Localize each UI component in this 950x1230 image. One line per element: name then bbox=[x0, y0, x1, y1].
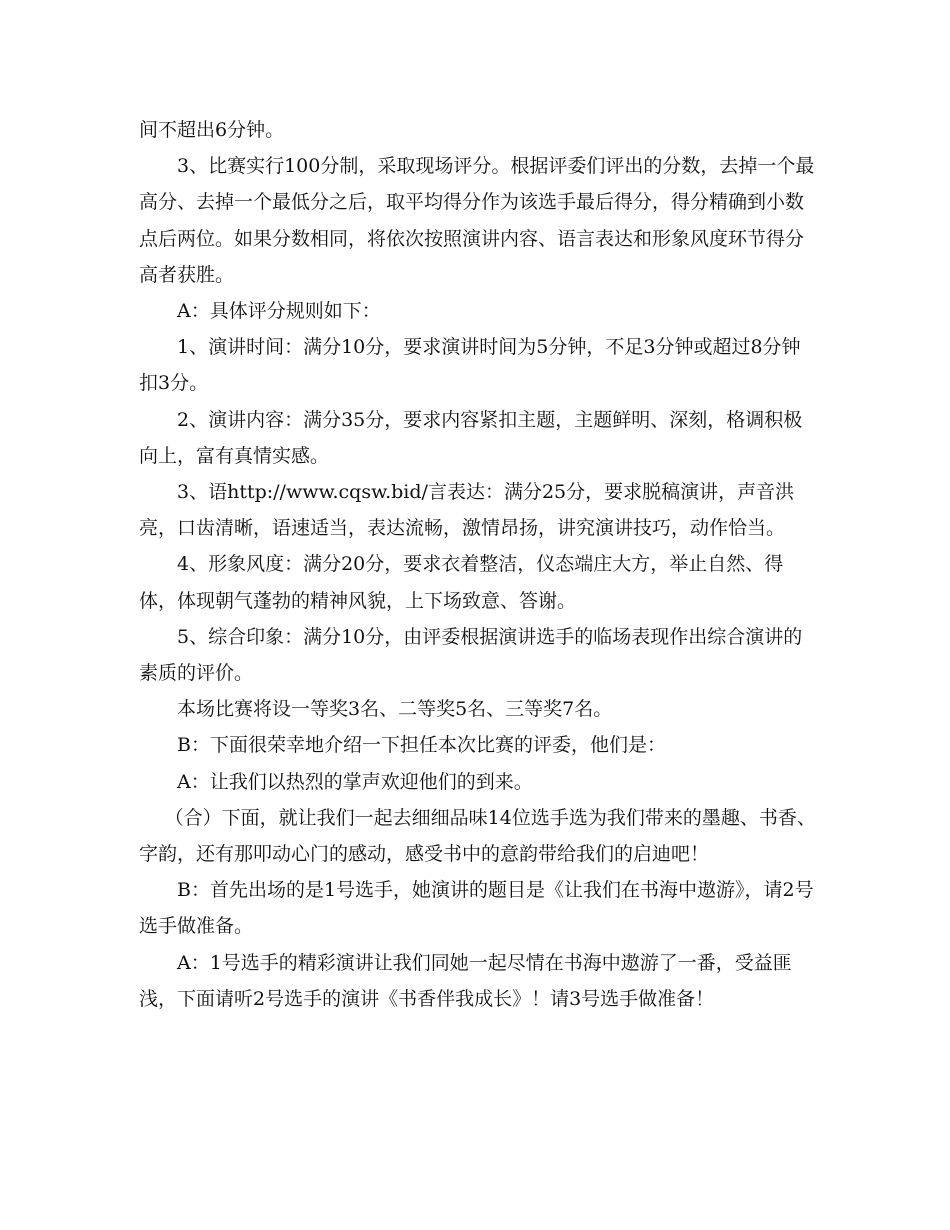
paragraph-second-contestant: A：1号选手的精彩演讲让我们同她一起尽情在书海中遨游了一番，受益匪浅，下面请听2号选手的演讲《书香伴我成长》！请3号选手做准备！ bbox=[139, 951, 792, 1010]
paragraph-judges-intro: B：下面很荣幸地介绍一下担任本次比赛的评委，他们是： bbox=[177, 734, 666, 757]
paragraph-rule-image-manner: 4、形象风度：满分20分，要求衣着整洁，仪态端庄大方，举止自然、得体，体现朝气蓬勃的精神风貌，上下场致意、答谢。 bbox=[139, 553, 784, 612]
paragraph-rule-overall-impression: 5、综合印象：满分10分，由评委根据演讲选手的临场表现作出综合演讲的素质的评价。 bbox=[139, 625, 803, 685]
paragraph-rule-language-expression: 3、语http://www.cqsw.bid/言表达：满分25分，要求脱稿演讲，声音洪亮，口齿清晰，语速适当，表达流畅，激情昂扬，讲究演讲技巧，动作恰当。 bbox=[139, 481, 795, 540]
paragraph-scoring-rules-intro: A：具体评分规则如下： bbox=[177, 300, 381, 323]
paragraph-together-intro: （合）下面，就让我们一起去细细品味14位选手选为我们带来的墨趣、书香、字韵，还有那叩动心门的感动，感受书中的意韵带给我们的启迪吧！ bbox=[139, 806, 816, 866]
paragraph-scoring-system: 3、比赛实行100分制，采取现场评分。根据评委们评出的分数，去掉一个最高分、去掉一个最低分之后，取平均得分作为该选手最后得分，得分精确到小数点后两位。如果分数相同，将依次按照演讲内容、语言表达和形象风度环节得分高者获胜。 bbox=[139, 155, 815, 286]
paragraph-time-limit-continued: 间不超出6分钟。 bbox=[139, 119, 285, 141]
paragraph-welcome-judges: A：让我们以热烈的掌声欢迎他们的到来。 bbox=[177, 770, 533, 793]
paragraph-rule-speech-time: 1、演讲时间：满分10分，要求演讲时间为5分钟，不足3分钟或超过8分钟扣3分。 bbox=[139, 336, 801, 395]
document-body bbox=[139, 112, 819, 1017]
paragraph-first-contestant: B：首先出场的是1号选手，她演讲的题目是《让我们在书海中遨游》，请2号选手做准备。 bbox=[139, 879, 814, 938]
paragraph-rule-speech-content: 2、演讲内容：满分35分，要求内容紧扣主题，主题鲜明、深刻，格调积极向上，富有真情实感。 bbox=[139, 408, 803, 467]
paragraph-awards: 本场比赛将设一等奖3名、二等奖5名、三等奖7名。 bbox=[177, 698, 613, 721]
